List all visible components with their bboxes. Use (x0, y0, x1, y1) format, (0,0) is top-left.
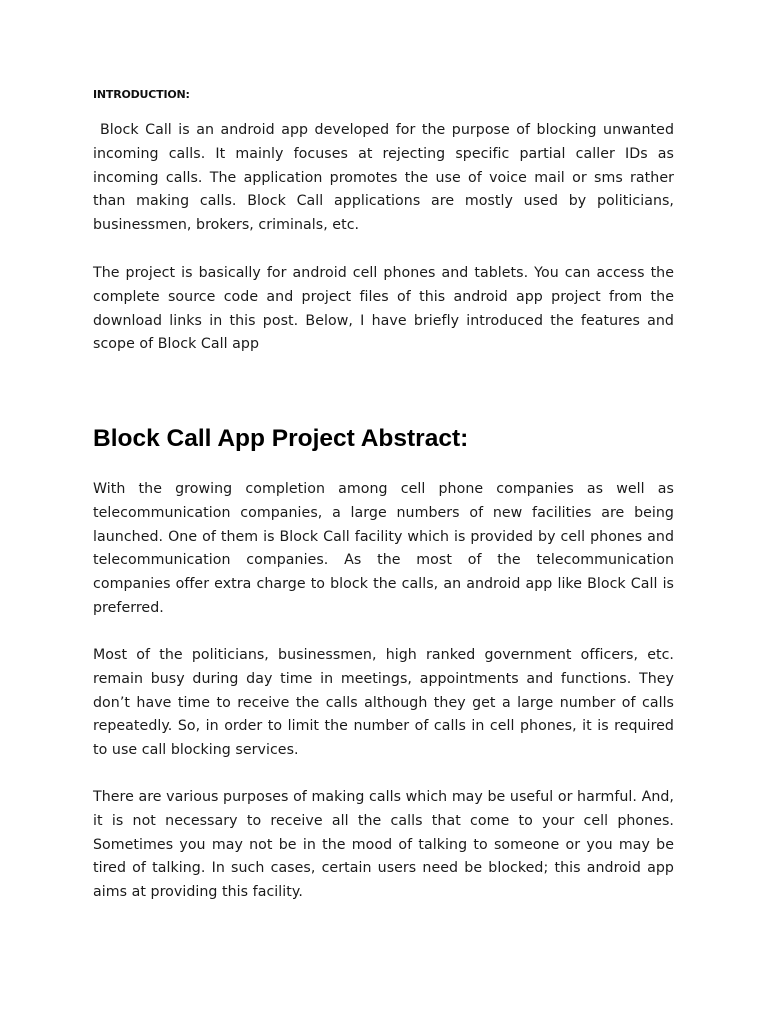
intro-paragraph-2: The project is basically for android cell phones and tablets. You can access the complete source code and project files of this android app project from the download links in this post. Below, I have briefly introduced the features and scope of Block Call app (93, 265, 674, 353)
introduction-heading: INTRODUCTION: (93, 88, 190, 101)
abstract-paragraph-2: Most of the politicians, businessmen, high ranked government officers, etc. remain busy during day time in meetings, appointments and functions. They don’t have time to receive the calls although they get a large number of calls repeatedly. So, in order to limit the number of calls in cell phones, it is required to use call blocking services. (93, 647, 674, 759)
abstract-heading: Block Call App Project Abstract: (93, 425, 469, 452)
abstract-paragraph-3: There are various purposes of making calls which may be useful or harmful. And, it is not necessary to receive all the calls that come to your cell phones. Sometimes you may not be in the mood of talking to someone or you may be tired of talking. In such cases, certain users need be blocked; this android app aims at providing this facility. (93, 789, 674, 901)
intro-paragraph-1: Block Call is an android app developed for the purpose of blocking unwanted incoming calls. It mainly focuses at rejecting specific partial caller IDs as incoming calls. The application promotes the use of voice mail or sms rather than making calls. Block Call applications are mostly used by politicians, businessmen, brokers, criminals, etc. (93, 122, 674, 234)
abstract-paragraph-1: With the growing completion among cell phone companies as well as telecommunication companies, a large numbers of new facilities are being launched. One of them is Block Call facility which is provided by cell phones and telecommunication companies. As the most of the telecommunication companies offer extra charge to block the calls, an android app like Block Call is preferred. (93, 481, 674, 616)
